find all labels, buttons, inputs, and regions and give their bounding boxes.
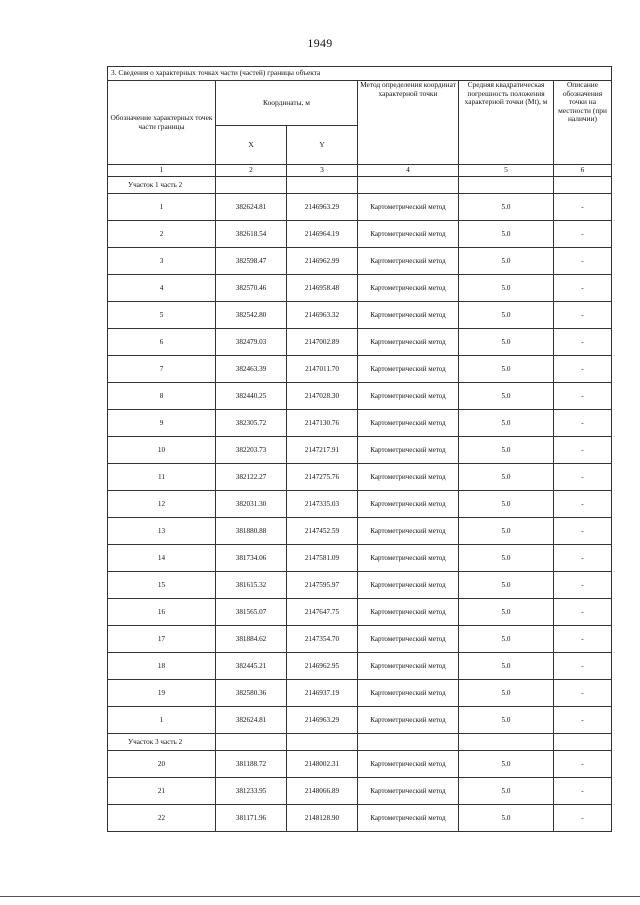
point-cell: 21 bbox=[108, 778, 216, 805]
method-cell: Картометрический метод bbox=[358, 194, 459, 221]
accuracy-cell: 5.0 bbox=[459, 707, 554, 734]
x-cell: 381565.07 bbox=[216, 599, 287, 626]
column-number: 4 bbox=[358, 165, 459, 177]
x-cell: 381171.96 bbox=[216, 805, 287, 832]
y-cell: 2148128.90 bbox=[287, 805, 358, 832]
section-row bbox=[108, 734, 612, 751]
point-cell: 10 bbox=[108, 437, 216, 464]
y-cell: 2147354.70 bbox=[287, 626, 358, 653]
point-cell: 18 bbox=[108, 653, 216, 680]
y-cell: 2147011.70 bbox=[287, 356, 358, 383]
empty-cell bbox=[287, 734, 358, 751]
table-row bbox=[108, 275, 612, 302]
method-cell: Картометрический метод bbox=[358, 778, 459, 805]
x-cell: 382580.36 bbox=[216, 680, 287, 707]
table-row bbox=[108, 518, 612, 545]
section-row bbox=[108, 177, 612, 194]
accuracy-cell: 5.0 bbox=[459, 194, 554, 221]
x-cell: 382305.72 bbox=[216, 410, 287, 437]
accuracy-cell: 5.0 bbox=[459, 778, 554, 805]
y-cell: 2147002.89 bbox=[287, 329, 358, 356]
description-cell: - bbox=[554, 518, 612, 545]
column-number: 6 bbox=[554, 165, 612, 177]
description-cell: - bbox=[554, 248, 612, 275]
x-cell: 382031.30 bbox=[216, 491, 287, 518]
accuracy-cell: 5.0 bbox=[459, 221, 554, 248]
accuracy-cell: 5.0 bbox=[459, 653, 554, 680]
accuracy-cell: 5.0 bbox=[459, 680, 554, 707]
table-row bbox=[108, 653, 612, 680]
method-cell: Картометрический метод bbox=[358, 464, 459, 491]
accuracy-cell: 5.0 bbox=[459, 805, 554, 832]
table-row bbox=[108, 707, 612, 734]
description-cell: - bbox=[554, 356, 612, 383]
x-cell: 381615.32 bbox=[216, 572, 287, 599]
method-cell: Картометрический метод bbox=[358, 329, 459, 356]
table-row bbox=[108, 778, 612, 805]
point-cell: 6 bbox=[108, 329, 216, 356]
method-cell: Картометрический метод bbox=[358, 275, 459, 302]
method-cell: Картометрический метод bbox=[358, 653, 459, 680]
table-row bbox=[108, 545, 612, 572]
y-cell: 2146962.99 bbox=[287, 248, 358, 275]
x-cell: 382445.21 bbox=[216, 653, 287, 680]
accuracy-cell: 5.0 bbox=[459, 302, 554, 329]
x-cell: 382618.54 bbox=[216, 221, 287, 248]
column-number: 2 bbox=[216, 165, 287, 177]
table-row bbox=[108, 680, 612, 707]
point-cell: 22 bbox=[108, 805, 216, 832]
header-x: X bbox=[216, 126, 287, 165]
accuracy-cell: 5.0 bbox=[459, 599, 554, 626]
table-row bbox=[108, 302, 612, 329]
point-cell: 9 bbox=[108, 410, 216, 437]
point-cell: 13 bbox=[108, 518, 216, 545]
y-cell: 2147028.30 bbox=[287, 383, 358, 410]
description-cell: - bbox=[554, 221, 612, 248]
point-cell: 12 bbox=[108, 491, 216, 518]
description-cell: - bbox=[554, 680, 612, 707]
header-point: Обозначение характерных точек части границы bbox=[108, 81, 216, 165]
point-cell: 19 bbox=[108, 680, 216, 707]
method-cell: Картометрический метод bbox=[358, 707, 459, 734]
y-cell: 2147581.09 bbox=[287, 545, 358, 572]
method-cell: Картометрический метод bbox=[358, 680, 459, 707]
x-cell: 381734.06 bbox=[216, 545, 287, 572]
description-cell: - bbox=[554, 653, 612, 680]
table-row bbox=[108, 248, 612, 275]
description-cell: - bbox=[554, 778, 612, 805]
point-cell: 2 bbox=[108, 221, 216, 248]
x-cell: 382624.81 bbox=[216, 707, 287, 734]
empty-cell bbox=[216, 177, 287, 194]
accuracy-cell: 5.0 bbox=[459, 275, 554, 302]
point-cell: 5 bbox=[108, 302, 216, 329]
column-number: 5 bbox=[459, 165, 554, 177]
description-cell: - bbox=[554, 437, 612, 464]
empty-cell bbox=[216, 734, 287, 751]
table-row bbox=[108, 194, 612, 221]
point-cell: 11 bbox=[108, 464, 216, 491]
accuracy-cell: 5.0 bbox=[459, 572, 554, 599]
description-cell: - bbox=[554, 626, 612, 653]
x-cell: 382203.73 bbox=[216, 437, 287, 464]
description-cell: - bbox=[554, 275, 612, 302]
description-cell: - bbox=[554, 545, 612, 572]
table-row bbox=[108, 437, 612, 464]
point-cell: 16 bbox=[108, 599, 216, 626]
point-cell: 8 bbox=[108, 383, 216, 410]
method-cell: Картометрический метод bbox=[358, 302, 459, 329]
accuracy-cell: 5.0 bbox=[459, 518, 554, 545]
table-row bbox=[108, 410, 612, 437]
page-number: 1949 bbox=[307, 36, 333, 50]
point-cell: 14 bbox=[108, 545, 216, 572]
description-cell: - bbox=[554, 329, 612, 356]
table-caption: 3. Сведения о характерных точках части (частей) границы объекта bbox=[108, 67, 612, 81]
y-cell: 2147595.97 bbox=[287, 572, 358, 599]
header-description: Описание обозначения точки на местности (при наличии) bbox=[554, 81, 612, 165]
y-cell: 2146964.19 bbox=[287, 221, 358, 248]
x-cell: 382598.47 bbox=[216, 248, 287, 275]
table-row bbox=[108, 572, 612, 599]
description-cell: - bbox=[554, 410, 612, 437]
empty-cell bbox=[554, 734, 612, 751]
x-cell: 381884.62 bbox=[216, 626, 287, 653]
table-row bbox=[108, 356, 612, 383]
method-cell: Картометрический метод bbox=[358, 626, 459, 653]
x-cell: 382624.81 bbox=[216, 194, 287, 221]
table-row bbox=[108, 464, 612, 491]
x-cell: 381880.88 bbox=[216, 518, 287, 545]
description-cell: - bbox=[554, 599, 612, 626]
empty-cell bbox=[358, 734, 459, 751]
y-cell: 2146962.95 bbox=[287, 653, 358, 680]
table-row bbox=[108, 221, 612, 248]
accuracy-cell: 5.0 bbox=[459, 356, 554, 383]
y-cell: 2146963.32 bbox=[287, 302, 358, 329]
description-cell: - bbox=[554, 383, 612, 410]
method-cell: Картометрический метод bbox=[358, 751, 459, 778]
section-label: Участок 1 часть 2 bbox=[108, 177, 216, 194]
description-cell: - bbox=[554, 302, 612, 329]
empty-cell bbox=[287, 177, 358, 194]
y-cell: 2148066.89 bbox=[287, 778, 358, 805]
boundary-points-table bbox=[107, 66, 612, 832]
point-cell: 1 bbox=[108, 194, 216, 221]
point-cell: 15 bbox=[108, 572, 216, 599]
x-cell: 382542.80 bbox=[216, 302, 287, 329]
y-cell: 2147130.76 bbox=[287, 410, 358, 437]
y-cell: 2147647.75 bbox=[287, 599, 358, 626]
table-row bbox=[108, 626, 612, 653]
method-cell: Картометрический метод bbox=[358, 599, 459, 626]
empty-cell bbox=[459, 177, 554, 194]
accuracy-cell: 5.0 bbox=[459, 329, 554, 356]
point-cell: 3 bbox=[108, 248, 216, 275]
method-cell: Картометрический метод bbox=[358, 221, 459, 248]
point-cell: 20 bbox=[108, 751, 216, 778]
point-cell: 17 bbox=[108, 626, 216, 653]
column-number: 1 bbox=[108, 165, 216, 177]
x-cell: 382570.46 bbox=[216, 275, 287, 302]
method-cell: Картометрический метод bbox=[358, 491, 459, 518]
header-method: Метод определения координат характерной точки bbox=[358, 81, 459, 165]
column-number: 3 bbox=[287, 165, 358, 177]
description-cell: - bbox=[554, 194, 612, 221]
y-cell: 2146937.19 bbox=[287, 680, 358, 707]
header-coordinates: Координаты, м bbox=[216, 81, 358, 126]
y-cell: 2146963.29 bbox=[287, 194, 358, 221]
empty-cell bbox=[358, 177, 459, 194]
table-row bbox=[108, 491, 612, 518]
y-cell: 2147275.76 bbox=[287, 464, 358, 491]
y-cell: 2146963.29 bbox=[287, 707, 358, 734]
x-cell: 382479.03 bbox=[216, 329, 287, 356]
table-body bbox=[108, 177, 612, 832]
accuracy-cell: 5.0 bbox=[459, 437, 554, 464]
bottom-rule bbox=[0, 896, 640, 897]
description-cell: - bbox=[554, 464, 612, 491]
method-cell: Картометрический метод bbox=[358, 437, 459, 464]
y-cell: 2148002.31 bbox=[287, 751, 358, 778]
empty-cell bbox=[554, 177, 612, 194]
accuracy-cell: 5.0 bbox=[459, 491, 554, 518]
y-cell: 2147335.03 bbox=[287, 491, 358, 518]
table-row bbox=[108, 805, 612, 832]
point-cell: 7 bbox=[108, 356, 216, 383]
description-cell: - bbox=[554, 572, 612, 599]
method-cell: Картометрический метод bbox=[358, 518, 459, 545]
accuracy-cell: 5.0 bbox=[459, 248, 554, 275]
x-cell: 381188.72 bbox=[216, 751, 287, 778]
accuracy-cell: 5.0 bbox=[459, 626, 554, 653]
method-cell: Картометрический метод bbox=[358, 248, 459, 275]
table-row bbox=[108, 329, 612, 356]
table-row bbox=[108, 599, 612, 626]
point-cell: 1 bbox=[108, 707, 216, 734]
point-cell: 4 bbox=[108, 275, 216, 302]
header-y: Y bbox=[287, 126, 358, 165]
method-cell: Картометрический метод bbox=[358, 383, 459, 410]
method-cell: Картометрический метод bbox=[358, 356, 459, 383]
method-cell: Картометрический метод bbox=[358, 545, 459, 572]
accuracy-cell: 5.0 bbox=[459, 464, 554, 491]
description-cell: - bbox=[554, 805, 612, 832]
x-cell: 381233.95 bbox=[216, 778, 287, 805]
x-cell: 382440.25 bbox=[216, 383, 287, 410]
x-cell: 382122.27 bbox=[216, 464, 287, 491]
accuracy-cell: 5.0 bbox=[459, 545, 554, 572]
description-cell: - bbox=[554, 751, 612, 778]
method-cell: Картометрический метод bbox=[358, 805, 459, 832]
description-cell: - bbox=[554, 707, 612, 734]
y-cell: 2147452.59 bbox=[287, 518, 358, 545]
table-row bbox=[108, 751, 612, 778]
y-cell: 2146958.48 bbox=[287, 275, 358, 302]
table-row bbox=[108, 383, 612, 410]
accuracy-cell: 5.0 bbox=[459, 410, 554, 437]
method-cell: Картометрический метод bbox=[358, 410, 459, 437]
section-label: Участок 3 часть 2 bbox=[108, 734, 216, 751]
y-cell: 2147217.91 bbox=[287, 437, 358, 464]
x-cell: 382463.39 bbox=[216, 356, 287, 383]
accuracy-cell: 5.0 bbox=[459, 751, 554, 778]
accuracy-cell: 5.0 bbox=[459, 383, 554, 410]
method-cell: Картометрический метод bbox=[358, 572, 459, 599]
empty-cell bbox=[459, 734, 554, 751]
header-accuracy: Средняя квадратическая погрешность положения характерной точки (Mt), м bbox=[459, 81, 554, 165]
description-cell: - bbox=[554, 491, 612, 518]
